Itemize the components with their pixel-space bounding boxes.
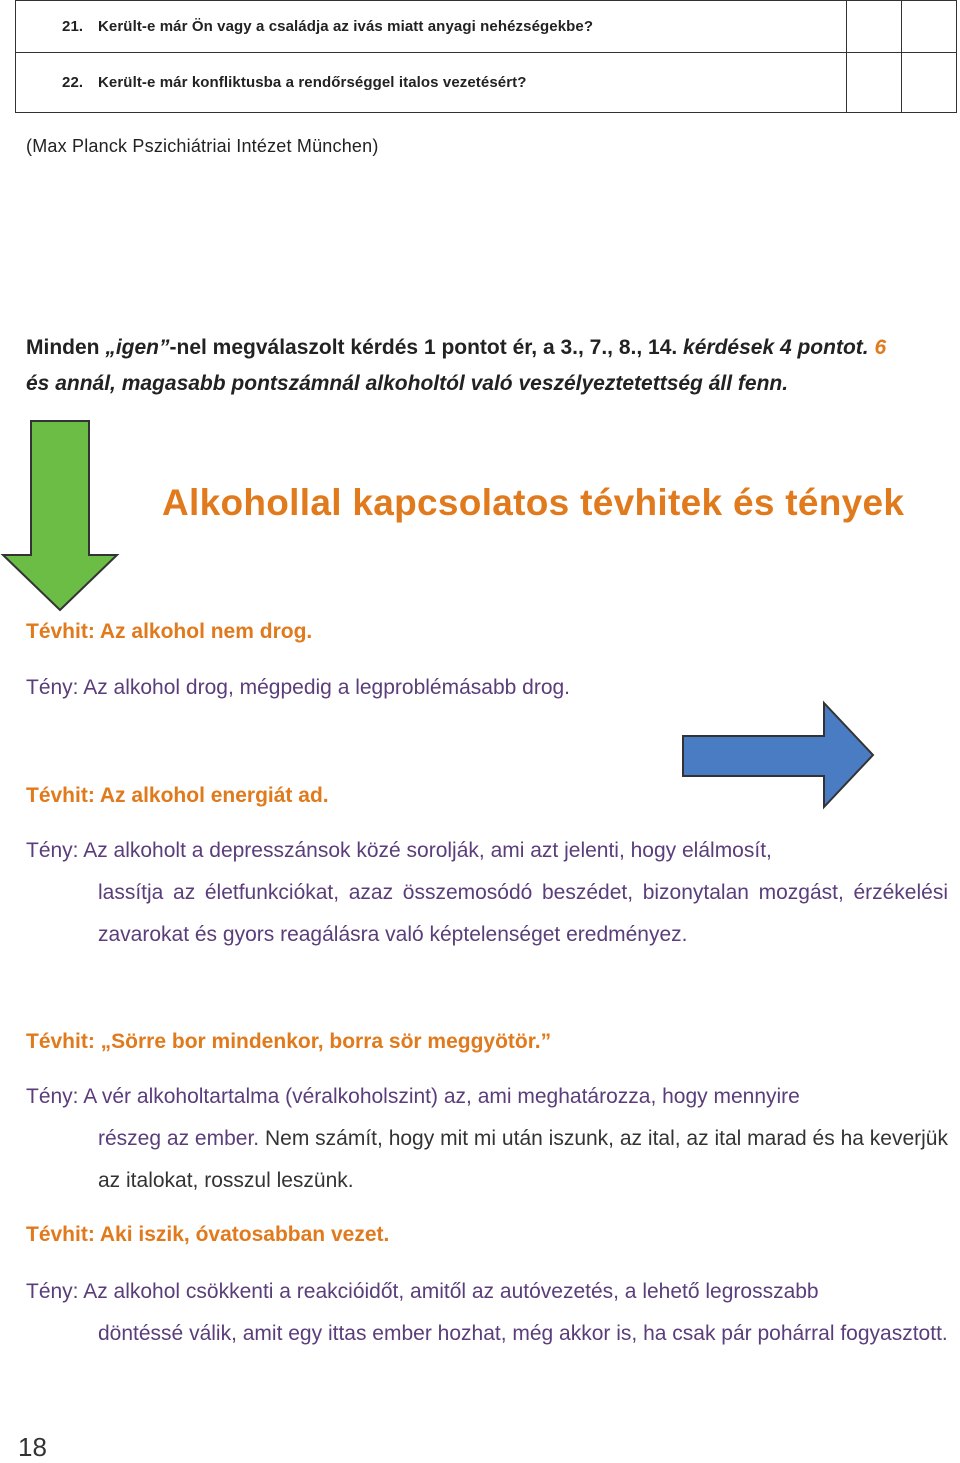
question-number: 22. xyxy=(62,74,84,91)
question-cell xyxy=(16,53,847,113)
right-arrow-icon xyxy=(680,700,880,810)
fact-4 xyxy=(26,1271,948,1355)
source-note: (Max Planck Pszichiátriai Intézet München) xyxy=(26,136,379,156)
scoring-note xyxy=(26,330,946,402)
myth-4: Tévhit: Aki iszik, óvatosabban vezet. xyxy=(26,1223,390,1246)
fact-text: Tény: A vér alkoholtartalma (véralkoholszint) az, ami meghatározza, hogy mennyire xyxy=(26,1085,800,1108)
myth-1: Tévhit: Az alkohol nem drog. xyxy=(26,620,313,643)
fact-1 xyxy=(26,667,570,709)
question-cell xyxy=(16,1,847,53)
myth-3: Tévhit: „Sörre bor mindenkor, borra sör meggyötör.” xyxy=(26,1030,552,1053)
page-number: 18 xyxy=(18,1432,47,1462)
fact-text: részeg az ember. xyxy=(98,1127,265,1150)
fact-text-rest: lassítja az életfunkciókat, azaz összemosódó beszédet, bizonytalan mozgást, érzékelési zavarokat és gyors reagálásra való képtelenséget eredményez. xyxy=(98,881,948,946)
fact-text: Nem számít, hogy mit mi után iszunk, az ital, az ital marad és ha keverjük az italokat, rosszul leszünk. xyxy=(98,1127,948,1192)
scoring-line-2: és annál, magasabb pontszámnál alkoholtól való veszélyeztetettség áll fenn. xyxy=(26,372,789,395)
myth-2: Tévhit: Az alkohol energiát ad. xyxy=(26,784,329,807)
scoring-text: -nel megválaszolt kérdés 1 pontot ér, a 3., 7., 8., 14. xyxy=(169,336,684,359)
scoring-text: Minden xyxy=(26,336,106,359)
scoring-text: 6 xyxy=(874,336,887,359)
fact-text: Tény: Az alkohol drog, mégpedig a legproblémásabb drog. xyxy=(26,676,571,699)
question-text: Került-e már konfliktusba a rendőrséggel italos vezetésért? xyxy=(98,74,527,91)
section-heading: Alkohollal kapcsolatos tévhitek és tények xyxy=(162,482,905,523)
scoring-text: „igen” xyxy=(105,336,170,359)
fact-2 xyxy=(26,830,948,956)
table-row xyxy=(16,1,957,53)
fact-text-rest: döntéssé válik, amit egy ittas ember hozhat, még akkor is, ha csak pár pohárral fogyasztott. xyxy=(98,1322,948,1345)
scoring-text: kérdések 4 pontot. xyxy=(683,336,875,359)
answer-yes-cell[interactable] xyxy=(847,1,902,53)
answer-yes-cell[interactable] xyxy=(847,53,902,113)
fact-text-rest xyxy=(26,1118,948,1202)
fact-text: Tény: Az alkoholt a depresszánsok közé sorolják, ami azt jelenti, hogy elálmosít, xyxy=(26,839,772,862)
answer-no-cell[interactable] xyxy=(902,53,957,113)
down-arrow-icon xyxy=(0,418,122,614)
question-number: 21. xyxy=(62,18,84,35)
fact-text: Tény: Az alkohol csökkenti a reakcióidőt, amitől az autóvezetés, a lehető legrosszabb xyxy=(26,1280,819,1303)
fact-3 xyxy=(26,1076,948,1202)
question-text: Került-e már Ön vagy a családja az ivás miatt anyagi nehézségekbe? xyxy=(98,18,594,35)
table-row xyxy=(16,53,957,113)
answer-no-cell[interactable] xyxy=(902,1,957,53)
scoring-line-1 xyxy=(26,330,946,366)
